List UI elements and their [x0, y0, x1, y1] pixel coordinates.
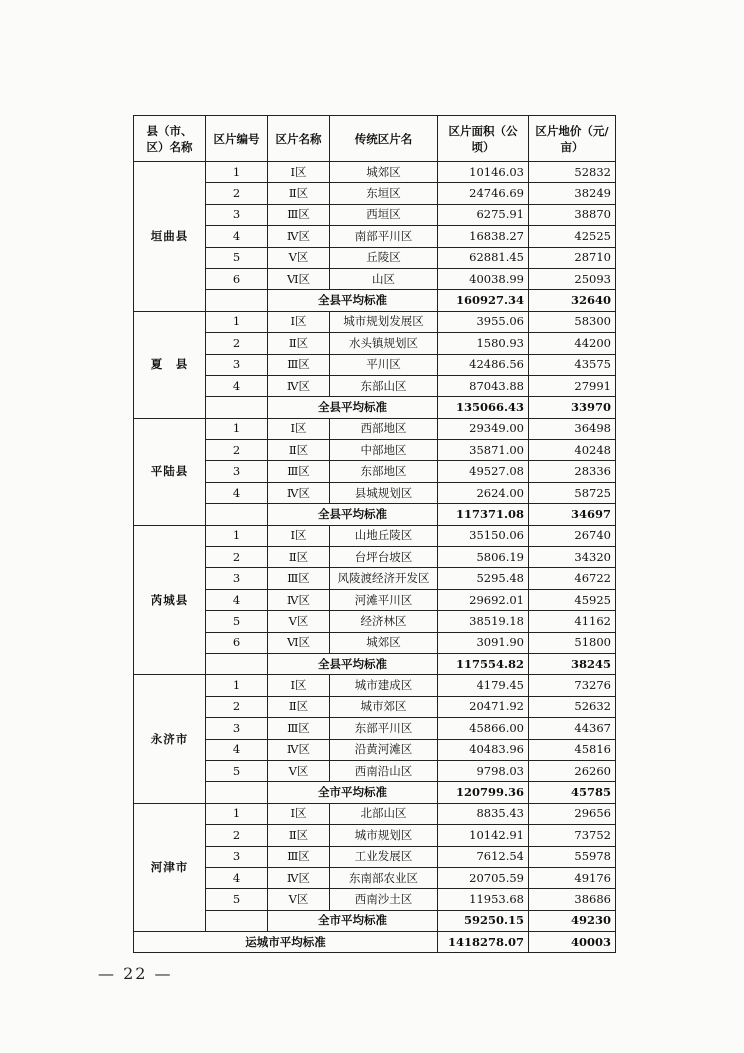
zone-number-cell: 4 [206, 589, 268, 610]
traditional-name-cell: 工业发展区 [330, 846, 438, 867]
zone-name-cell: Ⅲ区 [268, 461, 330, 482]
area-cell: 11953.68 [438, 889, 529, 910]
price-cell: 28710 [529, 247, 616, 268]
average-row [134, 504, 616, 525]
traditional-name-cell: 水头镇规划区 [330, 333, 438, 354]
average-area-cell: 160927.34 [438, 290, 529, 311]
zone-name-cell: Ⅲ区 [268, 846, 330, 867]
county-name-cell: 河津市 [134, 803, 206, 931]
average-row [134, 653, 616, 674]
zone-number-cell: 4 [206, 739, 268, 760]
zone-name-cell: Ⅴ区 [268, 889, 330, 910]
traditional-name-cell: 西垣区 [330, 204, 438, 225]
traditional-name-cell: 东部山区 [330, 375, 438, 396]
table-row [134, 354, 616, 375]
zone-number-cell: 2 [206, 440, 268, 461]
average-label-cell: 全县平均标准 [268, 290, 438, 311]
traditional-name-cell: 北部山区 [330, 803, 438, 824]
zone-number-cell: 2 [206, 825, 268, 846]
table-row [134, 268, 616, 289]
table-row [134, 226, 616, 247]
zone-name-cell: Ⅰ区 [268, 418, 330, 439]
zone-name-cell: Ⅳ区 [268, 589, 330, 610]
area-cell: 38519.18 [438, 611, 529, 632]
zone-name-cell: Ⅳ区 [268, 867, 330, 888]
city-total-area-cell: 1418278.07 [438, 932, 529, 953]
price-cell: 26740 [529, 525, 616, 546]
zone-name-cell: Ⅲ区 [268, 718, 330, 739]
zone-number-cell: 2 [206, 696, 268, 717]
area-cell: 8835.43 [438, 803, 529, 824]
zone-number-cell: 6 [206, 268, 268, 289]
table-row [134, 461, 616, 482]
average-price-cell: 32640 [529, 290, 616, 311]
average-blank-cell [206, 397, 268, 418]
traditional-name-cell: 东垣区 [330, 183, 438, 204]
page-number: — 22 — [98, 964, 173, 983]
table-row [134, 825, 616, 846]
table-row [134, 482, 616, 503]
zone-number-cell: 4 [206, 867, 268, 888]
area-cell: 24746.69 [438, 183, 529, 204]
average-area-cell: 59250.15 [438, 910, 529, 931]
traditional-name-cell: 城市规划发展区 [330, 311, 438, 332]
area-cell: 6275.91 [438, 204, 529, 225]
area-cell: 87043.88 [438, 375, 529, 396]
table-row [134, 632, 616, 653]
area-cell: 42486.56 [438, 354, 529, 375]
area-cell: 10142.91 [438, 825, 529, 846]
zone-number-cell: 4 [206, 375, 268, 396]
area-cell: 10146.03 [438, 162, 529, 183]
traditional-name-cell: 城市郊区 [330, 696, 438, 717]
city-total-label-cell: 运城市平均标准 [134, 932, 438, 953]
table-row [134, 568, 616, 589]
price-cell: 52832 [529, 162, 616, 183]
county-name-cell: 芮城县 [134, 525, 206, 675]
zone-number-cell: 1 [206, 162, 268, 183]
header-zone-number: 区片编号 [206, 116, 268, 162]
average-price-cell: 49230 [529, 910, 616, 931]
table-row [134, 696, 616, 717]
price-cell: 51800 [529, 632, 616, 653]
zone-name-cell: Ⅰ区 [268, 675, 330, 696]
price-cell: 44367 [529, 718, 616, 739]
table-row [134, 867, 616, 888]
average-row [134, 910, 616, 931]
zone-name-cell: Ⅳ区 [268, 739, 330, 760]
area-cell: 3091.90 [438, 632, 529, 653]
city-total-price-cell: 40003 [529, 932, 616, 953]
zone-name-cell: Ⅳ区 [268, 482, 330, 503]
price-cell: 44200 [529, 333, 616, 354]
area-cell: 4179.45 [438, 675, 529, 696]
zone-name-cell: Ⅲ区 [268, 204, 330, 225]
zone-number-cell: 1 [206, 525, 268, 546]
traditional-name-cell: 城郊区 [330, 162, 438, 183]
zone-number-cell: 5 [206, 760, 268, 781]
area-cell: 49527.08 [438, 461, 529, 482]
area-cell: 45866.00 [438, 718, 529, 739]
table-row [134, 611, 616, 632]
table-header-row [134, 116, 616, 162]
price-cell: 27991 [529, 375, 616, 396]
traditional-name-cell: 城市规划区 [330, 825, 438, 846]
area-cell: 3955.06 [438, 311, 529, 332]
table-row [134, 418, 616, 439]
county-name-cell: 夏 县 [134, 311, 206, 418]
zone-number-cell: 3 [206, 568, 268, 589]
area-cell: 7612.54 [438, 846, 529, 867]
area-cell: 35150.06 [438, 525, 529, 546]
average-price-cell: 38245 [529, 653, 616, 674]
table-row [134, 718, 616, 739]
traditional-name-cell: 丘陵区 [330, 247, 438, 268]
traditional-name-cell: 沿黄河滩区 [330, 739, 438, 760]
zone-number-cell: 3 [206, 354, 268, 375]
table-row [134, 440, 616, 461]
zone-name-cell: Ⅱ区 [268, 440, 330, 461]
price-cell: 26260 [529, 760, 616, 781]
area-cell: 2624.00 [438, 482, 529, 503]
average-blank-cell [206, 504, 268, 525]
price-cell: 41162 [529, 611, 616, 632]
price-cell: 49176 [529, 867, 616, 888]
zone-name-cell: Ⅲ区 [268, 568, 330, 589]
price-cell: 38249 [529, 183, 616, 204]
county-name-cell: 平陆县 [134, 418, 206, 525]
area-cell: 35871.00 [438, 440, 529, 461]
average-blank-cell [206, 910, 268, 931]
zone-number-cell: 2 [206, 183, 268, 204]
header-traditional-name: 传统区片名 [330, 116, 438, 162]
county-name-cell: 永济市 [134, 675, 206, 803]
zone-name-cell: Ⅱ区 [268, 183, 330, 204]
traditional-name-cell: 平川区 [330, 354, 438, 375]
traditional-name-cell: 城郊区 [330, 632, 438, 653]
average-label-cell: 全市平均标准 [268, 782, 438, 803]
table-row [134, 589, 616, 610]
table-row [134, 375, 616, 396]
average-price-cell: 33970 [529, 397, 616, 418]
zone-name-cell: Ⅳ区 [268, 226, 330, 247]
price-cell: 38686 [529, 889, 616, 910]
zone-name-cell: Ⅰ区 [268, 311, 330, 332]
average-label-cell: 全县平均标准 [268, 397, 438, 418]
average-label-cell: 全县平均标准 [268, 653, 438, 674]
price-cell: 36498 [529, 418, 616, 439]
zone-name-cell: Ⅴ区 [268, 760, 330, 781]
table-row [134, 247, 616, 268]
table-row [134, 183, 616, 204]
average-area-cell: 120799.36 [438, 782, 529, 803]
price-cell: 45816 [529, 739, 616, 760]
table-row [134, 162, 616, 183]
zone-number-cell: 3 [206, 204, 268, 225]
price-cell: 58300 [529, 311, 616, 332]
traditional-name-cell: 中部地区 [330, 440, 438, 461]
zone-name-cell: Ⅰ区 [268, 525, 330, 546]
table-row [134, 311, 616, 332]
price-cell: 52632 [529, 696, 616, 717]
table-row [134, 547, 616, 568]
traditional-name-cell: 南部平川区 [330, 226, 438, 247]
price-cell: 40248 [529, 440, 616, 461]
average-label-cell: 全县平均标准 [268, 504, 438, 525]
traditional-name-cell: 河滩平川区 [330, 589, 438, 610]
header-area: 区片面积（公顷） [438, 116, 529, 162]
average-area-cell: 117371.08 [438, 504, 529, 525]
county-name-cell: 垣曲县 [134, 162, 206, 312]
area-cell: 1580.93 [438, 333, 529, 354]
table-row [134, 675, 616, 696]
average-label-cell: 全市平均标准 [268, 910, 438, 931]
price-cell: 46722 [529, 568, 616, 589]
zone-number-cell: 4 [206, 482, 268, 503]
traditional-name-cell: 山地丘陵区 [330, 525, 438, 546]
average-row [134, 397, 616, 418]
area-cell: 40483.96 [438, 739, 529, 760]
zone-name-cell: Ⅲ区 [268, 354, 330, 375]
table-body [134, 116, 616, 953]
area-cell: 20705.59 [438, 867, 529, 888]
area-cell: 5806.19 [438, 547, 529, 568]
traditional-name-cell: 山区 [330, 268, 438, 289]
zone-number-cell: 2 [206, 333, 268, 354]
zone-number-cell: 1 [206, 675, 268, 696]
area-cell: 16838.27 [438, 226, 529, 247]
zone-name-cell: Ⅱ区 [268, 696, 330, 717]
price-cell: 38870 [529, 204, 616, 225]
area-cell: 20471.92 [438, 696, 529, 717]
zone-number-cell: 6 [206, 632, 268, 653]
header-price: 区片地价（元/亩） [529, 116, 616, 162]
traditional-name-cell: 西南沙土区 [330, 889, 438, 910]
price-cell: 73276 [529, 675, 616, 696]
header-zone-name: 区片名称 [268, 116, 330, 162]
zone-number-cell: 2 [206, 547, 268, 568]
traditional-name-cell: 西南沿山区 [330, 760, 438, 781]
zone-number-cell: 5 [206, 247, 268, 268]
zone-name-cell: Ⅱ区 [268, 547, 330, 568]
zone-number-cell: 5 [206, 611, 268, 632]
zone-name-cell: Ⅵ区 [268, 268, 330, 289]
zone-name-cell: Ⅳ区 [268, 375, 330, 396]
price-cell: 25093 [529, 268, 616, 289]
zone-name-cell: Ⅱ区 [268, 333, 330, 354]
area-cell: 62881.45 [438, 247, 529, 268]
price-cell: 45925 [529, 589, 616, 610]
table-row [134, 760, 616, 781]
table-row [134, 525, 616, 546]
zone-number-cell: 3 [206, 461, 268, 482]
average-price-cell: 45785 [529, 782, 616, 803]
table-row [134, 803, 616, 824]
traditional-name-cell: 东南部农业区 [330, 867, 438, 888]
traditional-name-cell: 台坪台坡区 [330, 547, 438, 568]
average-area-cell: 135066.43 [438, 397, 529, 418]
zone-name-cell: Ⅰ区 [268, 162, 330, 183]
average-area-cell: 117554.82 [438, 653, 529, 674]
zone-number-cell: 5 [206, 889, 268, 910]
price-cell: 73752 [529, 825, 616, 846]
price-cell: 55978 [529, 846, 616, 867]
price-cell: 29656 [529, 803, 616, 824]
zone-name-cell: Ⅰ区 [268, 803, 330, 824]
traditional-name-cell: 风陵渡经济开发区 [330, 568, 438, 589]
traditional-name-cell: 县城规划区 [330, 482, 438, 503]
average-blank-cell [206, 782, 268, 803]
area-cell: 5295.48 [438, 568, 529, 589]
table-row [134, 204, 616, 225]
header-county: 县（市、区）名称 [134, 116, 206, 162]
zone-number-cell: 4 [206, 226, 268, 247]
zone-name-cell: Ⅵ区 [268, 632, 330, 653]
average-price-cell: 34697 [529, 504, 616, 525]
traditional-name-cell: 城市建成区 [330, 675, 438, 696]
area-cell: 40038.99 [438, 268, 529, 289]
zone-number-cell: 1 [206, 311, 268, 332]
price-cell: 34320 [529, 547, 616, 568]
traditional-name-cell: 经济林区 [330, 611, 438, 632]
average-row [134, 782, 616, 803]
average-blank-cell [206, 290, 268, 311]
zone-name-cell: Ⅴ区 [268, 611, 330, 632]
area-cell: 29349.00 [438, 418, 529, 439]
table-row [134, 846, 616, 867]
zone-name-cell: Ⅱ区 [268, 825, 330, 846]
average-blank-cell [206, 653, 268, 674]
table-row [134, 333, 616, 354]
traditional-name-cell: 东部地区 [330, 461, 438, 482]
traditional-name-cell: 东部平川区 [330, 718, 438, 739]
table-row [134, 889, 616, 910]
zone-number-cell: 1 [206, 803, 268, 824]
zone-name-cell: Ⅴ区 [268, 247, 330, 268]
price-cell: 28336 [529, 461, 616, 482]
area-cell: 9798.03 [438, 760, 529, 781]
land-price-table [133, 115, 616, 953]
average-row [134, 290, 616, 311]
zone-number-cell: 1 [206, 418, 268, 439]
table-row [134, 739, 616, 760]
price-cell: 42525 [529, 226, 616, 247]
traditional-name-cell: 西部地区 [330, 418, 438, 439]
zone-number-cell: 3 [206, 718, 268, 739]
zone-number-cell: 3 [206, 846, 268, 867]
price-cell: 43575 [529, 354, 616, 375]
price-cell: 58725 [529, 482, 616, 503]
city-total-row [134, 932, 616, 953]
area-cell: 29692.01 [438, 589, 529, 610]
